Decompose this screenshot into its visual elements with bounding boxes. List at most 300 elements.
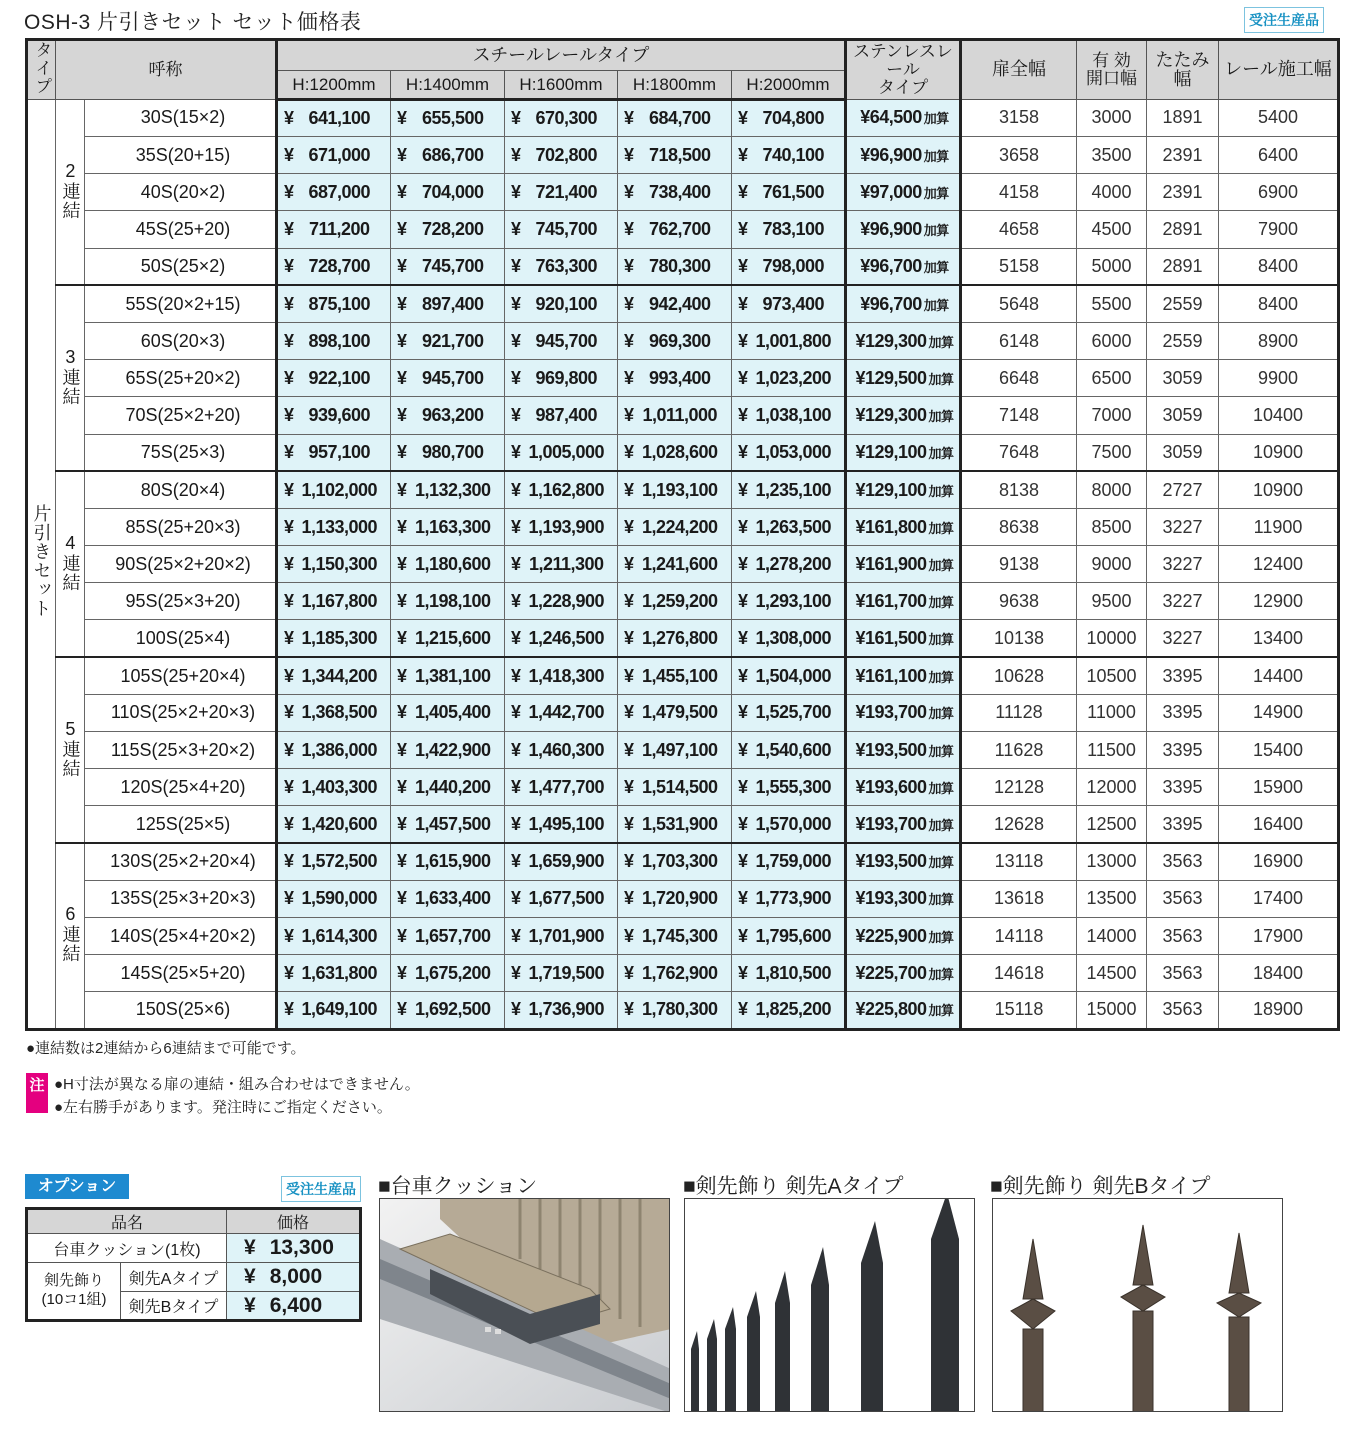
- rail-width: 16900: [1219, 843, 1339, 880]
- steel-price: ¥ 1,344,200: [277, 657, 391, 694]
- spear-b-photo: [992, 1198, 1283, 1412]
- folded-width: 3563: [1147, 843, 1219, 880]
- group-label: 5連結: [56, 657, 85, 843]
- door-width: 7648: [961, 434, 1077, 471]
- steel-price: ¥ 1,150,300: [277, 546, 391, 583]
- steel-price: ¥ 1,102,000: [277, 471, 391, 508]
- table-row: [27, 137, 1339, 174]
- cushion-photo-title: ■台車クッション: [378, 1175, 538, 1198]
- steel-price: ¥ 1,457,500: [391, 806, 505, 843]
- row-name: 45S(25+20): [85, 211, 277, 248]
- door-width: 10138: [961, 620, 1077, 657]
- table-row: [27, 211, 1339, 248]
- steel-price: ¥ 1,780,300: [618, 992, 732, 1029]
- door-width: 8638: [961, 508, 1077, 545]
- door-width: 7148: [961, 397, 1077, 434]
- stainless-add-price: ¥97,000 加算: [846, 174, 961, 211]
- stainless-add-price: ¥193,700 加算: [846, 694, 961, 731]
- option-spear-b-name: 剣先Bタイプ: [121, 1292, 227, 1321]
- steel-price: ¥ 718,500: [618, 137, 732, 174]
- steel-price: ¥ 1,001,800: [732, 322, 846, 359]
- door-width: 11628: [961, 732, 1077, 769]
- steel-price: ¥ 1,677,500: [505, 880, 618, 917]
- steel-price: ¥ 1,525,700: [732, 694, 846, 731]
- folded-width: 1891: [1147, 99, 1219, 136]
- rail-width: 16400: [1219, 806, 1339, 843]
- open-width: 5000: [1077, 248, 1147, 285]
- table-row: [27, 99, 1339, 136]
- steel-price: ¥ 1,701,900: [505, 917, 618, 954]
- rail-width: 12900: [1219, 583, 1339, 620]
- steel-price: ¥ 1,259,200: [618, 583, 732, 620]
- rail-width: 6900: [1219, 174, 1339, 211]
- steel-price: ¥ 957,100: [277, 434, 391, 471]
- stainless-add-price: ¥225,900 加算: [846, 917, 961, 954]
- group-label: 4連結: [56, 471, 85, 657]
- group-label: 6連結: [56, 843, 85, 1029]
- folded-width: 3059: [1147, 397, 1219, 434]
- cushion-photo: [379, 1198, 670, 1412]
- steel-price: ¥ 655,500: [391, 99, 505, 136]
- rail-width: 14400: [1219, 657, 1339, 694]
- steel-price: ¥ 1,514,500: [618, 769, 732, 806]
- row-name: 85S(25+20×3): [85, 508, 277, 545]
- spear-b-photo-title: ■剣先飾り 剣先Bタイプ: [990, 1175, 1211, 1198]
- steel-price: ¥ 1,198,100: [391, 583, 505, 620]
- door-width: 14118: [961, 917, 1077, 954]
- open-width: 8500: [1077, 508, 1147, 545]
- steel-price: ¥ 704,000: [391, 174, 505, 211]
- option-spear-a-name: 剣先Aタイプ: [121, 1263, 227, 1292]
- open-width: 7500: [1077, 434, 1147, 471]
- steel-price: ¥ 740,100: [732, 137, 846, 174]
- table-row: [27, 843, 1339, 880]
- steel-price: ¥ 1,736,900: [505, 992, 618, 1029]
- row-name: 120S(25×4+20): [85, 769, 277, 806]
- steel-price: ¥ 1,540,600: [732, 732, 846, 769]
- stainless-add-price: ¥129,500 加算: [846, 360, 961, 397]
- table-row: [27, 620, 1339, 657]
- door-width: 12628: [961, 806, 1077, 843]
- steel-price: ¥ 1,228,900: [505, 583, 618, 620]
- steel-price: ¥ 1,692,500: [391, 992, 505, 1029]
- stainless-add-price: ¥129,100 加算: [846, 434, 961, 471]
- option-cushion-name: 台車クッション(1枚): [27, 1234, 227, 1263]
- group-label: 3連結: [56, 285, 85, 471]
- door-width: 6148: [961, 322, 1077, 359]
- table-row: [27, 397, 1339, 434]
- folded-width: 3227: [1147, 620, 1219, 657]
- steel-price: ¥ 745,700: [391, 248, 505, 285]
- steel-price: ¥ 1,293,100: [732, 583, 846, 620]
- steel-price: ¥ 897,400: [391, 285, 505, 322]
- rail-width: 10400: [1219, 397, 1339, 434]
- stainless-add-price: ¥193,500 加算: [846, 732, 961, 769]
- open-width: 5500: [1077, 285, 1147, 322]
- header-type: タイプ: [27, 40, 56, 100]
- steel-price: ¥ 1,795,600: [732, 917, 846, 954]
- steel-price: ¥ 1,440,200: [391, 769, 505, 806]
- made-to-order-badge: 受注生産品: [1244, 7, 1324, 33]
- steel-price: ¥ 1,633,400: [391, 880, 505, 917]
- steel-price: ¥ 1,023,200: [732, 360, 846, 397]
- steel-price: ¥ 721,400: [505, 174, 618, 211]
- open-width: 14500: [1077, 955, 1147, 992]
- rail-width: 15400: [1219, 732, 1339, 769]
- door-width: 4658: [961, 211, 1077, 248]
- open-width: 11500: [1077, 732, 1147, 769]
- stainless-add-price: ¥129,300 加算: [846, 322, 961, 359]
- steel-price: ¥ 780,300: [618, 248, 732, 285]
- steel-price: ¥ 670,300: [505, 99, 618, 136]
- steel-price: ¥ 1,570,000: [732, 806, 846, 843]
- door-width: 14618: [961, 955, 1077, 992]
- spear-a-photo: [684, 1198, 975, 1412]
- folded-width: 3227: [1147, 546, 1219, 583]
- stainless-add-price: ¥96,900 加算: [846, 137, 961, 174]
- steel-price: ¥ 921,700: [391, 322, 505, 359]
- steel-price: ¥ 1,132,300: [391, 471, 505, 508]
- steel-price: ¥ 1,276,800: [618, 620, 732, 657]
- steel-price: ¥ 798,000: [732, 248, 846, 285]
- steel-price: ¥ 1,235,100: [732, 471, 846, 508]
- steel-price: ¥ 1,368,500: [277, 694, 391, 731]
- stainless-add-price: ¥193,600 加算: [846, 769, 961, 806]
- steel-price: ¥ 704,800: [732, 99, 846, 136]
- door-width: 15118: [961, 992, 1077, 1029]
- row-name: 55S(20×2+15): [85, 285, 277, 322]
- open-width: 13000: [1077, 843, 1147, 880]
- steel-price: ¥ 783,100: [732, 211, 846, 248]
- folded-width: 3395: [1147, 694, 1219, 731]
- door-width: 5158: [961, 248, 1077, 285]
- rail-width: 8900: [1219, 322, 1339, 359]
- steel-price: ¥ 945,700: [505, 322, 618, 359]
- steel-price: ¥ 942,400: [618, 285, 732, 322]
- row-name: 75S(25×3): [85, 434, 277, 471]
- rail-width: 6400: [1219, 137, 1339, 174]
- stainless-add-price: ¥193,500 加算: [846, 843, 961, 880]
- header-open-width: 有 効 開口幅: [1077, 40, 1147, 100]
- table-row: [27, 694, 1339, 731]
- steel-price: ¥ 1,163,300: [391, 508, 505, 545]
- folded-width: 3227: [1147, 583, 1219, 620]
- rail-width: 11900: [1219, 508, 1339, 545]
- steel-price: ¥ 1,193,900: [505, 508, 618, 545]
- stainless-add-price: ¥193,300 加算: [846, 880, 961, 917]
- steel-price: ¥ 711,200: [277, 211, 391, 248]
- steel-price: ¥ 1,386,000: [277, 732, 391, 769]
- steel-price: ¥ 973,400: [732, 285, 846, 322]
- steel-price: ¥ 993,400: [618, 360, 732, 397]
- open-width: 4500: [1077, 211, 1147, 248]
- table-row: [27, 769, 1339, 806]
- open-width: 6000: [1077, 322, 1147, 359]
- row-name: 40S(20×2): [85, 174, 277, 211]
- row-name: 130S(25×2+20×4): [85, 843, 277, 880]
- folded-width: 3227: [1147, 508, 1219, 545]
- caution-mark: 注: [26, 1073, 48, 1113]
- table-row: [27, 657, 1339, 694]
- door-width: 10628: [961, 657, 1077, 694]
- steel-price: ¥ 1,053,000: [732, 434, 846, 471]
- table-row: [27, 508, 1339, 545]
- row-name: 60S(20×3): [85, 322, 277, 359]
- row-name: 70S(25×2+20): [85, 397, 277, 434]
- steel-price: ¥ 1,193,100: [618, 471, 732, 508]
- header-door-width: 扉全幅: [961, 40, 1077, 100]
- steel-price: ¥ 641,100: [277, 99, 391, 136]
- row-name: 110S(25×2+20×3): [85, 694, 277, 731]
- steel-price: ¥ 969,300: [618, 322, 732, 359]
- folded-width: 3395: [1147, 769, 1219, 806]
- folded-width: 2891: [1147, 248, 1219, 285]
- steel-price: ¥ 1,263,500: [732, 508, 846, 545]
- caution-handedness: ●左右勝手があります。発注時にご指定ください。: [54, 1099, 392, 1116]
- steel-price: ¥ 1,649,100: [277, 992, 391, 1029]
- row-name: 145S(25×5+20): [85, 955, 277, 992]
- options-label: オプション: [25, 1174, 129, 1199]
- steel-price: ¥ 1,011,000: [618, 397, 732, 434]
- steel-price: ¥ 1,241,600: [618, 546, 732, 583]
- header-h1600: H:1600mm: [505, 71, 618, 99]
- options-made-to-order-badge: 受注生産品: [281, 1176, 361, 1202]
- steel-price: ¥ 987,400: [505, 397, 618, 434]
- steel-price: ¥ 1,719,500: [505, 955, 618, 992]
- table-row: [27, 955, 1339, 992]
- steel-price: ¥ 671,000: [277, 137, 391, 174]
- rail-width: 13400: [1219, 620, 1339, 657]
- steel-price: ¥ 1,442,700: [505, 694, 618, 731]
- open-width: 3500: [1077, 137, 1147, 174]
- open-width: 8000: [1077, 471, 1147, 508]
- steel-price: ¥ 920,100: [505, 285, 618, 322]
- rail-width: 8400: [1219, 248, 1339, 285]
- steel-price: ¥ 1,246,500: [505, 620, 618, 657]
- door-width: 13618: [961, 880, 1077, 917]
- open-width: 11000: [1077, 694, 1147, 731]
- caution-height: ●H寸法が異なる扉の連結・組み合わせはできません。: [54, 1076, 420, 1093]
- table-row: [27, 174, 1339, 211]
- door-width: 9638: [961, 583, 1077, 620]
- steel-price: ¥ 1,703,300: [618, 843, 732, 880]
- header-h1400: H:1400mm: [391, 71, 505, 99]
- steel-price: ¥ 1,460,300: [505, 732, 618, 769]
- steel-price: ¥ 1,762,900: [618, 955, 732, 992]
- steel-price: ¥ 1,162,800: [505, 471, 618, 508]
- steel-price: ¥ 1,422,900: [391, 732, 505, 769]
- steel-price: ¥ 1,659,900: [505, 843, 618, 880]
- steel-price: ¥ 1,531,900: [618, 806, 732, 843]
- steel-price: ¥ 728,700: [277, 248, 391, 285]
- door-width: 12128: [961, 769, 1077, 806]
- folded-width: 2559: [1147, 285, 1219, 322]
- door-width: 3158: [961, 99, 1077, 136]
- open-width: 10000: [1077, 620, 1147, 657]
- door-width: 5648: [961, 285, 1077, 322]
- steel-price: ¥ 1,180,600: [391, 546, 505, 583]
- row-name: 80S(20×4): [85, 471, 277, 508]
- steel-price: ¥ 1,278,200: [732, 546, 846, 583]
- page-title: OSH-3 片引きセット セット価格表: [24, 11, 362, 34]
- door-width: 11128: [961, 694, 1077, 731]
- steel-price: ¥ 1,759,000: [732, 843, 846, 880]
- steel-price: ¥ 875,100: [277, 285, 391, 322]
- type-cell: 片引きセット: [27, 99, 56, 1029]
- door-width: 9138: [961, 546, 1077, 583]
- steel-price: ¥ 1,590,000: [277, 880, 391, 917]
- stainless-add-price: ¥161,700 加算: [846, 583, 961, 620]
- rail-width: 17400: [1219, 880, 1339, 917]
- steel-price: ¥ 1,028,600: [618, 434, 732, 471]
- steel-price: ¥ 1,455,100: [618, 657, 732, 694]
- table-row: [27, 546, 1339, 583]
- rail-width: 17900: [1219, 917, 1339, 954]
- row-name: 90S(25×2+20×2): [85, 546, 277, 583]
- stainless-add-price: ¥129,100 加算: [846, 471, 961, 508]
- row-name: 95S(25×3+20): [85, 583, 277, 620]
- steel-price: ¥ 939,600: [277, 397, 391, 434]
- steel-price: ¥ 969,800: [505, 360, 618, 397]
- rail-width: 7900: [1219, 211, 1339, 248]
- open-width: 10500: [1077, 657, 1147, 694]
- door-width: 4158: [961, 174, 1077, 211]
- stainless-add-price: ¥161,500 加算: [846, 620, 961, 657]
- steel-price: ¥ 738,400: [618, 174, 732, 211]
- steel-price: ¥ 980,700: [391, 434, 505, 471]
- table-row: [27, 732, 1339, 769]
- folded-width: 2559: [1147, 322, 1219, 359]
- steel-price: ¥ 1,211,300: [505, 546, 618, 583]
- stainless-add-price: ¥193,700 加算: [846, 806, 961, 843]
- table-row: [27, 583, 1339, 620]
- steel-price: ¥ 1,308,000: [732, 620, 846, 657]
- table-row: [27, 806, 1339, 843]
- rail-width: 9900: [1219, 360, 1339, 397]
- steel-price: ¥ 1,615,900: [391, 843, 505, 880]
- open-width: 9000: [1077, 546, 1147, 583]
- folded-width: 2891: [1147, 211, 1219, 248]
- table-row: [27, 434, 1339, 471]
- steel-price: ¥ 1,614,300: [277, 917, 391, 954]
- steel-price: ¥ 728,200: [391, 211, 505, 248]
- steel-price: ¥ 1,657,700: [391, 917, 505, 954]
- open-width: 6500: [1077, 360, 1147, 397]
- rail-width: 12400: [1219, 546, 1339, 583]
- row-name: 65S(25+20×2): [85, 360, 277, 397]
- table-row: [27, 322, 1339, 359]
- steel-price: ¥ 1,504,000: [732, 657, 846, 694]
- steel-price: ¥ 1,495,100: [505, 806, 618, 843]
- steel-price: ¥ 1,215,600: [391, 620, 505, 657]
- stainless-add-price: ¥96,900 加算: [846, 211, 961, 248]
- header-folded-width: たたみ幅: [1147, 40, 1219, 100]
- header-rail-width: レール施工幅: [1219, 40, 1339, 100]
- table-row: [27, 992, 1339, 1029]
- folded-width: 3395: [1147, 657, 1219, 694]
- folded-width: 3563: [1147, 955, 1219, 992]
- steel-price: ¥ 761,500: [732, 174, 846, 211]
- steel-price: ¥ 1,745,300: [618, 917, 732, 954]
- steel-price: ¥ 702,800: [505, 137, 618, 174]
- open-width: 3000: [1077, 99, 1147, 136]
- table-row: [27, 880, 1339, 917]
- steel-price: ¥ 945,700: [391, 360, 505, 397]
- rail-width: 15900: [1219, 769, 1339, 806]
- rail-width: 14900: [1219, 694, 1339, 731]
- steel-price: ¥ 1,420,600: [277, 806, 391, 843]
- folded-width: 3395: [1147, 732, 1219, 769]
- folded-width: 3563: [1147, 917, 1219, 954]
- stainless-add-price: ¥161,800 加算: [846, 508, 961, 545]
- steel-price: ¥ 745,700: [505, 211, 618, 248]
- folded-width: 3059: [1147, 434, 1219, 471]
- row-name: 105S(25+20×4): [85, 657, 277, 694]
- stainless-add-price: ¥161,900 加算: [846, 546, 961, 583]
- stainless-add-price: ¥64,500 加算: [846, 99, 961, 136]
- rail-width: 8400: [1219, 285, 1339, 322]
- options-header-price: 価格: [227, 1209, 361, 1234]
- options-header-name: 品名: [27, 1209, 227, 1234]
- spear-a-photo-title: ■剣先飾り 剣先Aタイプ: [683, 1175, 904, 1198]
- steel-price: ¥ 1,497,100: [618, 732, 732, 769]
- option-spear-b-price: ¥ 6,400: [227, 1292, 361, 1321]
- stainless-add-price: ¥96,700 加算: [846, 248, 961, 285]
- folded-width: 3563: [1147, 880, 1219, 917]
- header-h1200: H:1200mm: [277, 71, 391, 99]
- steel-price: ¥ 1,038,100: [732, 397, 846, 434]
- options-table: [25, 1207, 362, 1322]
- steel-price: ¥ 1,405,400: [391, 694, 505, 731]
- open-width: 9500: [1077, 583, 1147, 620]
- steel-price: ¥ 1,810,500: [732, 955, 846, 992]
- open-width: 13500: [1077, 880, 1147, 917]
- open-width: 14000: [1077, 917, 1147, 954]
- steel-price: ¥ 684,700: [618, 99, 732, 136]
- door-width: 3658: [961, 137, 1077, 174]
- steel-price: ¥ 1,477,700: [505, 769, 618, 806]
- open-width: 12500: [1077, 806, 1147, 843]
- row-name: 30S(15×2): [85, 99, 277, 136]
- steel-price: ¥ 1,418,300: [505, 657, 618, 694]
- option-cushion-price: ¥ 13,300: [227, 1234, 361, 1263]
- option-spear-a-price: ¥ 8,000: [227, 1263, 361, 1292]
- row-name: 135S(25×3+20×3): [85, 880, 277, 917]
- table-row: [27, 360, 1339, 397]
- rail-width: 18400: [1219, 955, 1339, 992]
- folded-width: 2727: [1147, 471, 1219, 508]
- steel-price: ¥ 763,300: [505, 248, 618, 285]
- stainless-add-price: ¥96,700 加算: [846, 285, 961, 322]
- steel-price: ¥ 1,572,500: [277, 843, 391, 880]
- steel-price: ¥ 686,700: [391, 137, 505, 174]
- row-name: 35S(20+15): [85, 137, 277, 174]
- steel-price: ¥ 1,403,300: [277, 769, 391, 806]
- steel-price: ¥ 1,167,800: [277, 583, 391, 620]
- stainless-add-price: ¥129,300 加算: [846, 397, 961, 434]
- table-row: [27, 917, 1339, 954]
- option-spear-name: 剣先飾り (10コ1組): [27, 1263, 121, 1321]
- steel-price: ¥ 1,381,100: [391, 657, 505, 694]
- row-name: 50S(25×2): [85, 248, 277, 285]
- stainless-add-price: ¥225,700 加算: [846, 955, 961, 992]
- group-label: 2連結: [56, 99, 85, 285]
- folded-width: 2391: [1147, 137, 1219, 174]
- steel-price: ¥ 1,720,900: [618, 880, 732, 917]
- steel-price: ¥ 1,825,200: [732, 992, 846, 1029]
- row-name: 115S(25×3+20×2): [85, 732, 277, 769]
- steel-price: ¥ 687,000: [277, 174, 391, 211]
